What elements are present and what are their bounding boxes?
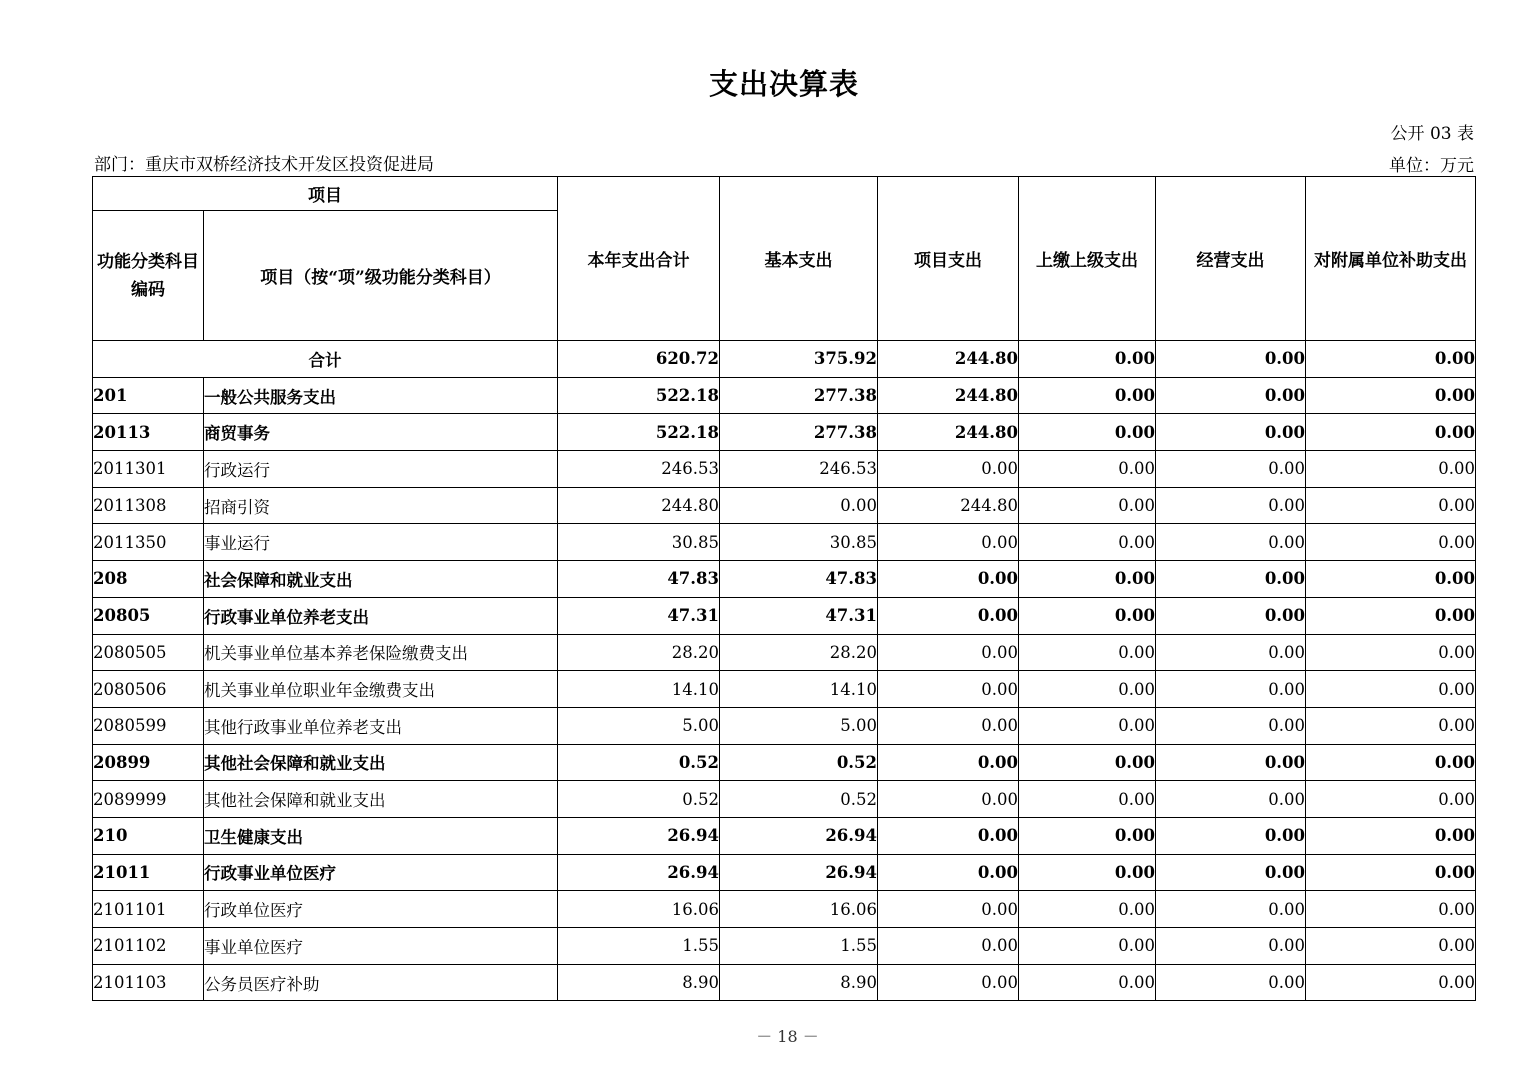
row-subsidiary: 0.00 xyxy=(1306,781,1476,818)
row-subsidiary: 0.00 xyxy=(1306,414,1476,451)
row-project: 0.00 xyxy=(878,817,1019,854)
row-subsidiary: 0.00 xyxy=(1306,817,1476,854)
row-name: 社会保障和就业支出 xyxy=(204,561,558,598)
header-project: 项目支出 xyxy=(878,177,1019,341)
table-row xyxy=(93,781,1476,818)
row-subsidiary: 0.00 xyxy=(1306,634,1476,671)
total-cell-upper: 0.00 xyxy=(1019,341,1156,378)
row-name: 机关事业单位职业年金缴费支出 xyxy=(204,671,558,708)
row-name: 事业运行 xyxy=(204,524,558,561)
header-operating: 经营支出 xyxy=(1156,177,1306,341)
row-operating: 0.00 xyxy=(1156,891,1306,928)
row-project: 244.80 xyxy=(878,487,1019,524)
page-number: － 18 － xyxy=(756,1027,819,1046)
row-project: 0.00 xyxy=(878,561,1019,598)
row-subsidiary: 0.00 xyxy=(1306,854,1476,891)
row-operating: 0.00 xyxy=(1156,671,1306,708)
row-operating: 0.00 xyxy=(1156,414,1306,451)
row-name: 机关事业单位基本养老保险缴费支出 xyxy=(204,634,558,671)
row-basic: 26.94 xyxy=(720,817,878,854)
table-row xyxy=(93,854,1476,891)
row-upper: 0.00 xyxy=(1019,964,1156,1001)
row-project: 0.00 xyxy=(878,854,1019,891)
row-upper: 0.00 xyxy=(1019,597,1156,634)
row-name: 行政运行 xyxy=(204,451,558,488)
row-upper: 0.00 xyxy=(1019,671,1156,708)
row-basic: 30.85 xyxy=(720,524,878,561)
total-row xyxy=(93,341,1476,378)
row-operating: 0.00 xyxy=(1156,377,1306,414)
row-basic: 47.31 xyxy=(720,597,878,634)
row-code: 2089999 xyxy=(93,781,204,818)
department-label: 部门：重庆市双桥经济技术开发区投资促进局 xyxy=(94,155,434,175)
row-project: 0.00 xyxy=(878,964,1019,1001)
row-project: 244.80 xyxy=(878,377,1019,414)
row-name: 其他行政事业单位养老支出 xyxy=(204,707,558,744)
row-name: 公务员医疗补助 xyxy=(204,964,558,1001)
row-total: 522.18 xyxy=(558,414,720,451)
row-total: 1.55 xyxy=(558,928,720,965)
row-total: 47.31 xyxy=(558,597,720,634)
row-operating: 0.00 xyxy=(1156,744,1306,781)
row-code: 2080506 xyxy=(93,671,204,708)
row-upper: 0.00 xyxy=(1019,634,1156,671)
row-code: 208 xyxy=(93,561,204,598)
row-operating: 0.00 xyxy=(1156,561,1306,598)
row-subsidiary: 0.00 xyxy=(1306,524,1476,561)
total-cell-basic: 375.92 xyxy=(720,341,878,378)
row-subsidiary: 0.00 xyxy=(1306,744,1476,781)
row-upper: 0.00 xyxy=(1019,487,1156,524)
row-subsidiary: 0.00 xyxy=(1306,891,1476,928)
row-operating: 0.00 xyxy=(1156,817,1306,854)
row-project: 0.00 xyxy=(878,891,1019,928)
row-operating: 0.00 xyxy=(1156,487,1306,524)
row-upper: 0.00 xyxy=(1019,928,1156,965)
row-total: 30.85 xyxy=(558,524,720,561)
row-code: 20805 xyxy=(93,597,204,634)
row-project: 0.00 xyxy=(878,744,1019,781)
row-total: 26.94 xyxy=(558,854,720,891)
row-project: 0.00 xyxy=(878,524,1019,561)
table-row xyxy=(93,414,1476,451)
header-upper: 上缴上级支出 xyxy=(1019,177,1156,341)
table-row xyxy=(93,487,1476,524)
row-code: 2011308 xyxy=(93,487,204,524)
row-upper: 0.00 xyxy=(1019,414,1156,451)
row-name: 其他社会保障和就业支出 xyxy=(204,744,558,781)
header-total: 本年支出合计 xyxy=(558,177,720,341)
row-project: 0.00 xyxy=(878,781,1019,818)
row-subsidiary: 0.00 xyxy=(1306,928,1476,965)
row-code: 20113 xyxy=(93,414,204,451)
row-basic: 14.10 xyxy=(720,671,878,708)
row-upper: 0.00 xyxy=(1019,781,1156,818)
row-operating: 0.00 xyxy=(1156,781,1306,818)
row-code: 201 xyxy=(93,377,204,414)
row-upper: 0.00 xyxy=(1019,744,1156,781)
table-row xyxy=(93,524,1476,561)
row-project: 0.00 xyxy=(878,928,1019,965)
row-name: 其他社会保障和就业支出 xyxy=(204,781,558,818)
header-code: 功能分类科目编码 xyxy=(93,211,204,341)
row-name: 招商引资 xyxy=(204,487,558,524)
row-upper: 0.00 xyxy=(1019,891,1156,928)
row-code: 2011301 xyxy=(93,451,204,488)
row-subsidiary: 0.00 xyxy=(1306,561,1476,598)
row-subsidiary: 0.00 xyxy=(1306,964,1476,1001)
row-project: 0.00 xyxy=(878,597,1019,634)
row-code: 2080599 xyxy=(93,707,204,744)
header-subsidiary: 对附属单位补助支出 xyxy=(1306,177,1476,341)
table-row xyxy=(93,671,1476,708)
table-row xyxy=(93,964,1476,1001)
expenditure-table xyxy=(92,176,1476,1001)
total-cell-operating: 0.00 xyxy=(1156,341,1306,378)
table-row xyxy=(93,928,1476,965)
row-total: 246.53 xyxy=(558,451,720,488)
table-row xyxy=(93,817,1476,854)
table-row xyxy=(93,451,1476,488)
unit-label: 单位：万元 xyxy=(1389,156,1474,176)
row-basic: 1.55 xyxy=(720,928,878,965)
row-total: 16.06 xyxy=(558,891,720,928)
row-subsidiary: 0.00 xyxy=(1306,451,1476,488)
row-subsidiary: 0.00 xyxy=(1306,377,1476,414)
table-row xyxy=(93,377,1476,414)
row-total: 14.10 xyxy=(558,671,720,708)
row-upper: 0.00 xyxy=(1019,817,1156,854)
row-basic: 246.53 xyxy=(720,451,878,488)
row-basic: 28.20 xyxy=(720,634,878,671)
total-cell-project: 244.80 xyxy=(878,341,1019,378)
page-title: 支出决算表 xyxy=(708,67,859,101)
total-cell-total: 620.72 xyxy=(558,341,720,378)
row-name: 一般公共服务支出 xyxy=(204,377,558,414)
row-project: 0.00 xyxy=(878,671,1019,708)
row-basic: 277.38 xyxy=(720,377,878,414)
row-total: 28.20 xyxy=(558,634,720,671)
table-row xyxy=(93,707,1476,744)
row-upper: 0.00 xyxy=(1019,561,1156,598)
row-basic: 47.83 xyxy=(720,561,878,598)
row-operating: 0.00 xyxy=(1156,451,1306,488)
row-basic: 8.90 xyxy=(720,964,878,1001)
table-row xyxy=(93,634,1476,671)
row-basic: 0.00 xyxy=(720,487,878,524)
total-cell-subsidiary: 0.00 xyxy=(1306,341,1476,378)
row-basic: 16.06 xyxy=(720,891,878,928)
row-code: 2011350 xyxy=(93,524,204,561)
table-row xyxy=(93,891,1476,928)
row-name: 卫生健康支出 xyxy=(204,817,558,854)
row-project: 0.00 xyxy=(878,707,1019,744)
row-code: 2101103 xyxy=(93,964,204,1001)
row-upper: 0.00 xyxy=(1019,524,1156,561)
row-subsidiary: 0.00 xyxy=(1306,707,1476,744)
row-project: 0.00 xyxy=(878,634,1019,671)
row-operating: 0.00 xyxy=(1156,707,1306,744)
row-operating: 0.00 xyxy=(1156,928,1306,965)
row-upper: 0.00 xyxy=(1019,707,1156,744)
row-basic: 0.52 xyxy=(720,781,878,818)
table-row xyxy=(93,561,1476,598)
row-total: 47.83 xyxy=(558,561,720,598)
row-operating: 0.00 xyxy=(1156,597,1306,634)
row-basic: 277.38 xyxy=(720,414,878,451)
row-total: 26.94 xyxy=(558,817,720,854)
header-project-group: 项目 xyxy=(93,177,558,211)
table-row xyxy=(93,597,1476,634)
row-upper: 0.00 xyxy=(1019,854,1156,891)
row-subsidiary: 0.00 xyxy=(1306,487,1476,524)
total-label: 合计 xyxy=(93,341,558,378)
row-total: 522.18 xyxy=(558,377,720,414)
row-basic: 26.94 xyxy=(720,854,878,891)
row-name: 行政事业单位养老支出 xyxy=(204,597,558,634)
row-total: 8.90 xyxy=(558,964,720,1001)
row-code: 2080505 xyxy=(93,634,204,671)
row-name: 行政事业单位医疗 xyxy=(204,854,558,891)
row-basic: 5.00 xyxy=(720,707,878,744)
row-project: 244.80 xyxy=(878,414,1019,451)
row-name: 商贸事务 xyxy=(204,414,558,451)
row-operating: 0.00 xyxy=(1156,854,1306,891)
row-subsidiary: 0.00 xyxy=(1306,597,1476,634)
row-operating: 0.00 xyxy=(1156,964,1306,1001)
row-code: 21011 xyxy=(93,854,204,891)
row-upper: 0.00 xyxy=(1019,377,1156,414)
row-name: 事业单位医疗 xyxy=(204,928,558,965)
row-subsidiary: 0.00 xyxy=(1306,671,1476,708)
row-operating: 0.00 xyxy=(1156,634,1306,671)
row-total: 244.80 xyxy=(558,487,720,524)
row-operating: 0.00 xyxy=(1156,524,1306,561)
row-total: 5.00 xyxy=(558,707,720,744)
row-code: 2101102 xyxy=(93,928,204,965)
row-upper: 0.00 xyxy=(1019,451,1156,488)
header-name: 项目（按“项”级功能分类科目） xyxy=(204,211,558,341)
row-name: 行政单位医疗 xyxy=(204,891,558,928)
row-total: 0.52 xyxy=(558,781,720,818)
row-total: 0.52 xyxy=(558,744,720,781)
row-project: 0.00 xyxy=(878,451,1019,488)
row-code: 20899 xyxy=(93,744,204,781)
form-number: 公开 03 表 xyxy=(1390,124,1474,144)
header-basic: 基本支出 xyxy=(720,177,878,341)
row-code: 210 xyxy=(93,817,204,854)
row-code: 2101101 xyxy=(93,891,204,928)
table-row xyxy=(93,744,1476,781)
row-basic: 0.52 xyxy=(720,744,878,781)
